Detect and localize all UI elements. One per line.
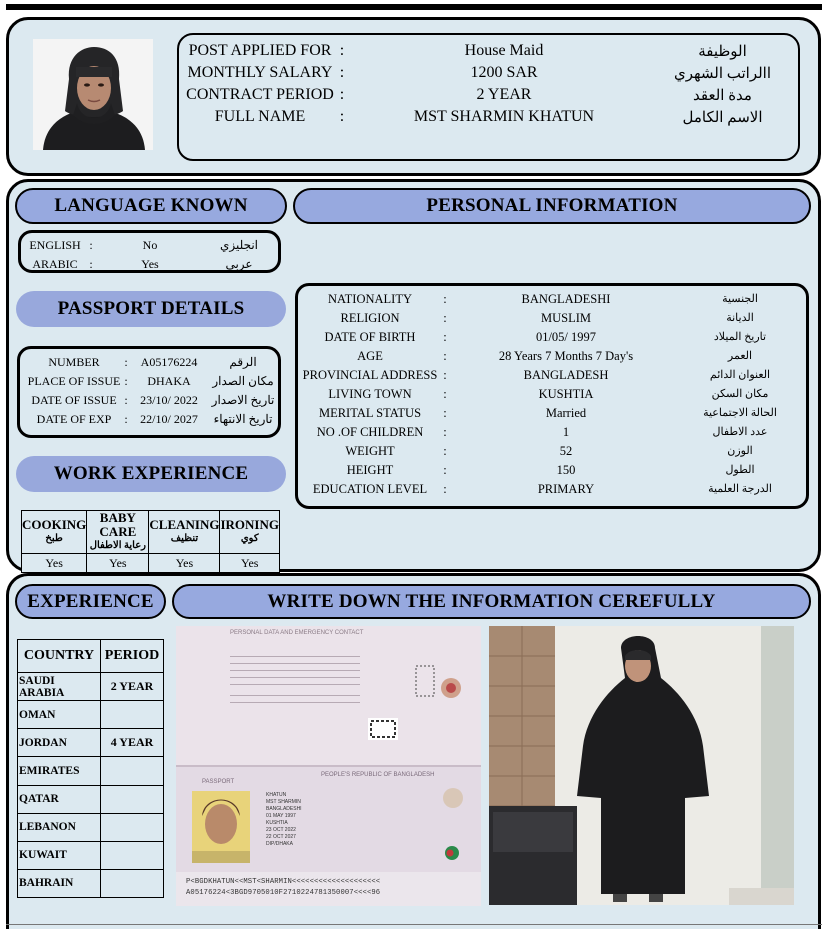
personal-sep: : bbox=[443, 463, 447, 477]
personal-sep: : bbox=[443, 330, 447, 344]
passport-label: DATE OF EXP bbox=[36, 412, 112, 426]
scan-text-lines bbox=[230, 650, 360, 720]
personal-value: 52 bbox=[559, 444, 573, 458]
personal-value: MUSLIM bbox=[540, 311, 591, 325]
work-experience-title: WORK EXPERIENCE bbox=[16, 456, 286, 492]
personal-label: HEIGHT bbox=[346, 463, 394, 477]
passport-arabic: الرقم bbox=[229, 355, 257, 369]
personal-arabic: الجنسية bbox=[722, 293, 758, 305]
experience-period: 2 YEAR bbox=[101, 673, 164, 701]
job-info-value: MST SHARMIN KHATUN bbox=[413, 108, 595, 125]
personal-sep: : bbox=[443, 368, 447, 382]
passport-details-title: PASSPORT DETAILS bbox=[16, 291, 286, 327]
experience-row bbox=[18, 701, 164, 729]
experience-period bbox=[101, 701, 164, 729]
personal-arabic: تاريخ الميلاد bbox=[713, 331, 767, 343]
experience-row bbox=[18, 785, 164, 813]
scan-mrz bbox=[186, 877, 380, 899]
personal-value: 150 bbox=[556, 463, 576, 477]
scan-top-title: PERSONAL DATA AND EMERGENCY CONTACT bbox=[230, 630, 364, 636]
personal-arabic: الدرجة العلمية bbox=[708, 483, 772, 495]
personal-arabic: الحالة الاجتماعية bbox=[703, 407, 777, 419]
work-column-header bbox=[149, 511, 220, 554]
scan-mrz-line-1: P<BGDKHATUN<<MST<SHARMIN<<<<<<<<<<<<<<<<<<<< bbox=[186, 878, 381, 886]
scan-expiry: 22 OCT 2027 bbox=[266, 834, 296, 840]
work-column-arabic: تنظيف bbox=[170, 533, 199, 544]
personal-sep: : bbox=[443, 349, 447, 363]
personal-sep: : bbox=[443, 292, 447, 306]
experience-title: EXPERIENCE bbox=[15, 584, 166, 619]
personal-label: AGE bbox=[357, 349, 383, 363]
passport-value: A05176224 bbox=[140, 355, 198, 369]
experience-country: BAHRAIN bbox=[18, 869, 101, 897]
language-value: No bbox=[142, 238, 158, 252]
scan-place: KUSHTIA bbox=[266, 820, 288, 826]
experience-country: JORDAN bbox=[18, 729, 101, 757]
job-info-value: House Maid bbox=[464, 42, 544, 59]
personal-label: NO .OF CHILDREN bbox=[316, 425, 424, 439]
profile-photo bbox=[33, 39, 153, 150]
personal-arabic: عدد الاطفال bbox=[712, 426, 768, 438]
job-info-sep: : bbox=[339, 86, 345, 103]
personal-value: BANGLADESH bbox=[523, 368, 609, 382]
passport-sep: : bbox=[124, 393, 128, 407]
language-sep: : bbox=[89, 257, 93, 271]
job-info-value: 1200 SAR bbox=[470, 64, 538, 81]
experience-period bbox=[101, 785, 164, 813]
top-border bbox=[6, 4, 822, 10]
passport-value: 22/10/ 2027 bbox=[140, 412, 198, 426]
scan-nationality: BANGLADESHI bbox=[266, 806, 302, 812]
work-column-header bbox=[220, 511, 280, 554]
work-column-value: Yes bbox=[220, 554, 280, 573]
passport-arabic: تاريخ الانتهاء bbox=[213, 412, 273, 426]
job-info-arabic: االراتب الشهري bbox=[673, 66, 772, 82]
experience-period bbox=[101, 869, 164, 897]
passport-sep: : bbox=[124, 355, 128, 369]
language-arabic: عربي bbox=[225, 257, 253, 271]
experience-table bbox=[17, 639, 164, 898]
personal-sep: : bbox=[443, 311, 447, 325]
passport-value: 23/10/ 2022 bbox=[140, 393, 198, 407]
passport-label: DATE OF ISSUE bbox=[31, 393, 117, 407]
personal-arabic: العنوان الدائم bbox=[709, 369, 771, 381]
personal-sep: : bbox=[443, 387, 447, 401]
experience-country: EMIRATES bbox=[18, 757, 101, 785]
work-column-label: COOKING bbox=[22, 517, 87, 532]
personal-sep: : bbox=[443, 406, 447, 420]
personal-label: MERITAL STATUS bbox=[318, 406, 422, 420]
work-experience-table bbox=[21, 510, 280, 573]
experience-period bbox=[101, 841, 164, 869]
scan-given: MST SHARMIN bbox=[266, 799, 301, 805]
personal-label: EDUCATION LEVEL bbox=[312, 482, 428, 496]
scan-passport-word: PASSPORT bbox=[202, 779, 235, 785]
scan-country-line: PEOPLE'S REPUBLIC OF BANGLADESH bbox=[321, 772, 435, 778]
personal-value: 01/05/ 1997 bbox=[535, 330, 597, 344]
personal-arabic: الوزن bbox=[727, 445, 753, 457]
passport-sep: : bbox=[124, 374, 128, 388]
experience-row bbox=[18, 729, 164, 757]
passport-label: NUMBER bbox=[48, 355, 100, 369]
work-column-header bbox=[22, 511, 87, 554]
experience-row bbox=[18, 841, 164, 869]
experience-country: LEBANON bbox=[18, 813, 101, 841]
work-column-label: BABY CARE bbox=[99, 510, 137, 539]
personal-sep: : bbox=[443, 425, 447, 439]
experience-header-country: COUNTRY bbox=[18, 640, 101, 673]
language-sep: : bbox=[89, 238, 93, 252]
personal-value: 1 bbox=[562, 425, 570, 439]
passport-arabic: تاريخ الاصدار bbox=[211, 393, 275, 407]
experience-period: 4 YEAR bbox=[101, 729, 164, 757]
personal-value: 28 Years 7 Months 7 Day's bbox=[498, 349, 634, 363]
personal-arabic: العمر bbox=[727, 350, 753, 362]
full-body-photo bbox=[489, 626, 794, 905]
job-info-sep: : bbox=[339, 108, 345, 125]
personal-information-title: PERSONAL INFORMATION bbox=[293, 188, 811, 224]
job-info-sep: : bbox=[339, 64, 345, 81]
experience-country: OMAN bbox=[18, 701, 101, 729]
passport-sep: : bbox=[124, 412, 128, 426]
work-column-arabic: رعاية الاطفال bbox=[89, 540, 146, 551]
passport-arabic: مكان الصدار bbox=[212, 374, 274, 388]
experience-row bbox=[18, 673, 164, 701]
work-column-value: Yes bbox=[22, 554, 87, 573]
write-down-title: WRITE DOWN THE INFORMATION CEREFULLY bbox=[172, 584, 811, 619]
personal-arabic: الديانة bbox=[726, 312, 754, 324]
scan-authority: DIP/DHAKA bbox=[266, 841, 293, 847]
personal-value: KUSHTIA bbox=[538, 387, 594, 401]
personal-label: WEIGHT bbox=[345, 444, 395, 458]
job-info-label: POST APPLIED FOR bbox=[188, 42, 332, 59]
job-info-arabic: الوظيفة bbox=[698, 44, 747, 60]
scan-surname: KHATUN bbox=[266, 792, 287, 798]
personal-label: DATE OF BIRTH bbox=[324, 330, 416, 344]
work-column-value: Yes bbox=[149, 554, 220, 573]
experience-header-period: PERIOD bbox=[101, 640, 164, 673]
job-info-value: 2 YEAR bbox=[476, 86, 532, 103]
job-info-label: FULL NAME bbox=[214, 108, 306, 125]
experience-row bbox=[18, 757, 164, 785]
work-column-label: CLEANING bbox=[149, 517, 220, 532]
experience-country: KUWAIT bbox=[18, 841, 101, 869]
language-value: Yes bbox=[141, 257, 159, 271]
experience-country: QATAR bbox=[18, 785, 101, 813]
language-arabic: انجليزي bbox=[219, 238, 259, 252]
bottom-border bbox=[6, 924, 822, 929]
work-column-arabic: طبخ bbox=[45, 533, 63, 544]
experience-period bbox=[101, 757, 164, 785]
passport-value: DHAKA bbox=[147, 374, 191, 388]
scan-mrz-line-2: A05176224<3BGD9705010F2710224781350007<<<<96 bbox=[186, 889, 381, 897]
work-column-label: IRONING bbox=[220, 517, 279, 532]
language-label: ENGLISH bbox=[29, 238, 81, 252]
personal-value: BANGLADESHI bbox=[521, 292, 611, 306]
personal-value: Married bbox=[545, 406, 587, 420]
scan-dob: 01 MAY 1997 bbox=[266, 813, 296, 819]
job-info-sep: : bbox=[339, 42, 345, 59]
passport-scan-image bbox=[176, 626, 481, 906]
personal-label: RELIGION bbox=[340, 311, 400, 325]
language-known-title: LANGUAGE KNOWN bbox=[15, 188, 287, 224]
experience-row bbox=[18, 869, 164, 897]
personal-sep: : bbox=[443, 482, 447, 496]
experience-header-row bbox=[18, 640, 164, 673]
experience-country: SAUDI ARABIA bbox=[18, 673, 101, 701]
work-column-header bbox=[87, 511, 149, 554]
work-column-arabic: كوي bbox=[240, 533, 259, 544]
personal-arabic: الطول bbox=[725, 464, 755, 476]
job-info-label: MONTHLY SALARY bbox=[187, 64, 333, 81]
experience-period bbox=[101, 813, 164, 841]
personal-label: NATIONALITY bbox=[327, 292, 412, 306]
personal-sep: : bbox=[443, 444, 447, 458]
personal-label: LIVING TOWN bbox=[328, 387, 412, 401]
personal-value: PRIMARY bbox=[537, 482, 595, 496]
job-info-arabic: الاسم الكامل bbox=[682, 110, 763, 126]
work-column-value: Yes bbox=[87, 554, 149, 573]
scan-issue: 23 OCT 2022 bbox=[266, 827, 296, 833]
job-info-arabic: مدة العقد bbox=[693, 88, 752, 104]
job-info-label: CONTRACT PERIOD bbox=[186, 86, 334, 103]
personal-label: PROVINCIAL ADDRESS bbox=[302, 368, 438, 382]
scan-data-fields bbox=[266, 792, 416, 848]
personal-arabic: مكان السكن bbox=[711, 388, 769, 400]
passport-label: PLACE OF ISSUE bbox=[27, 374, 121, 388]
experience-row bbox=[18, 813, 164, 841]
language-label: ARABIC bbox=[32, 257, 78, 271]
